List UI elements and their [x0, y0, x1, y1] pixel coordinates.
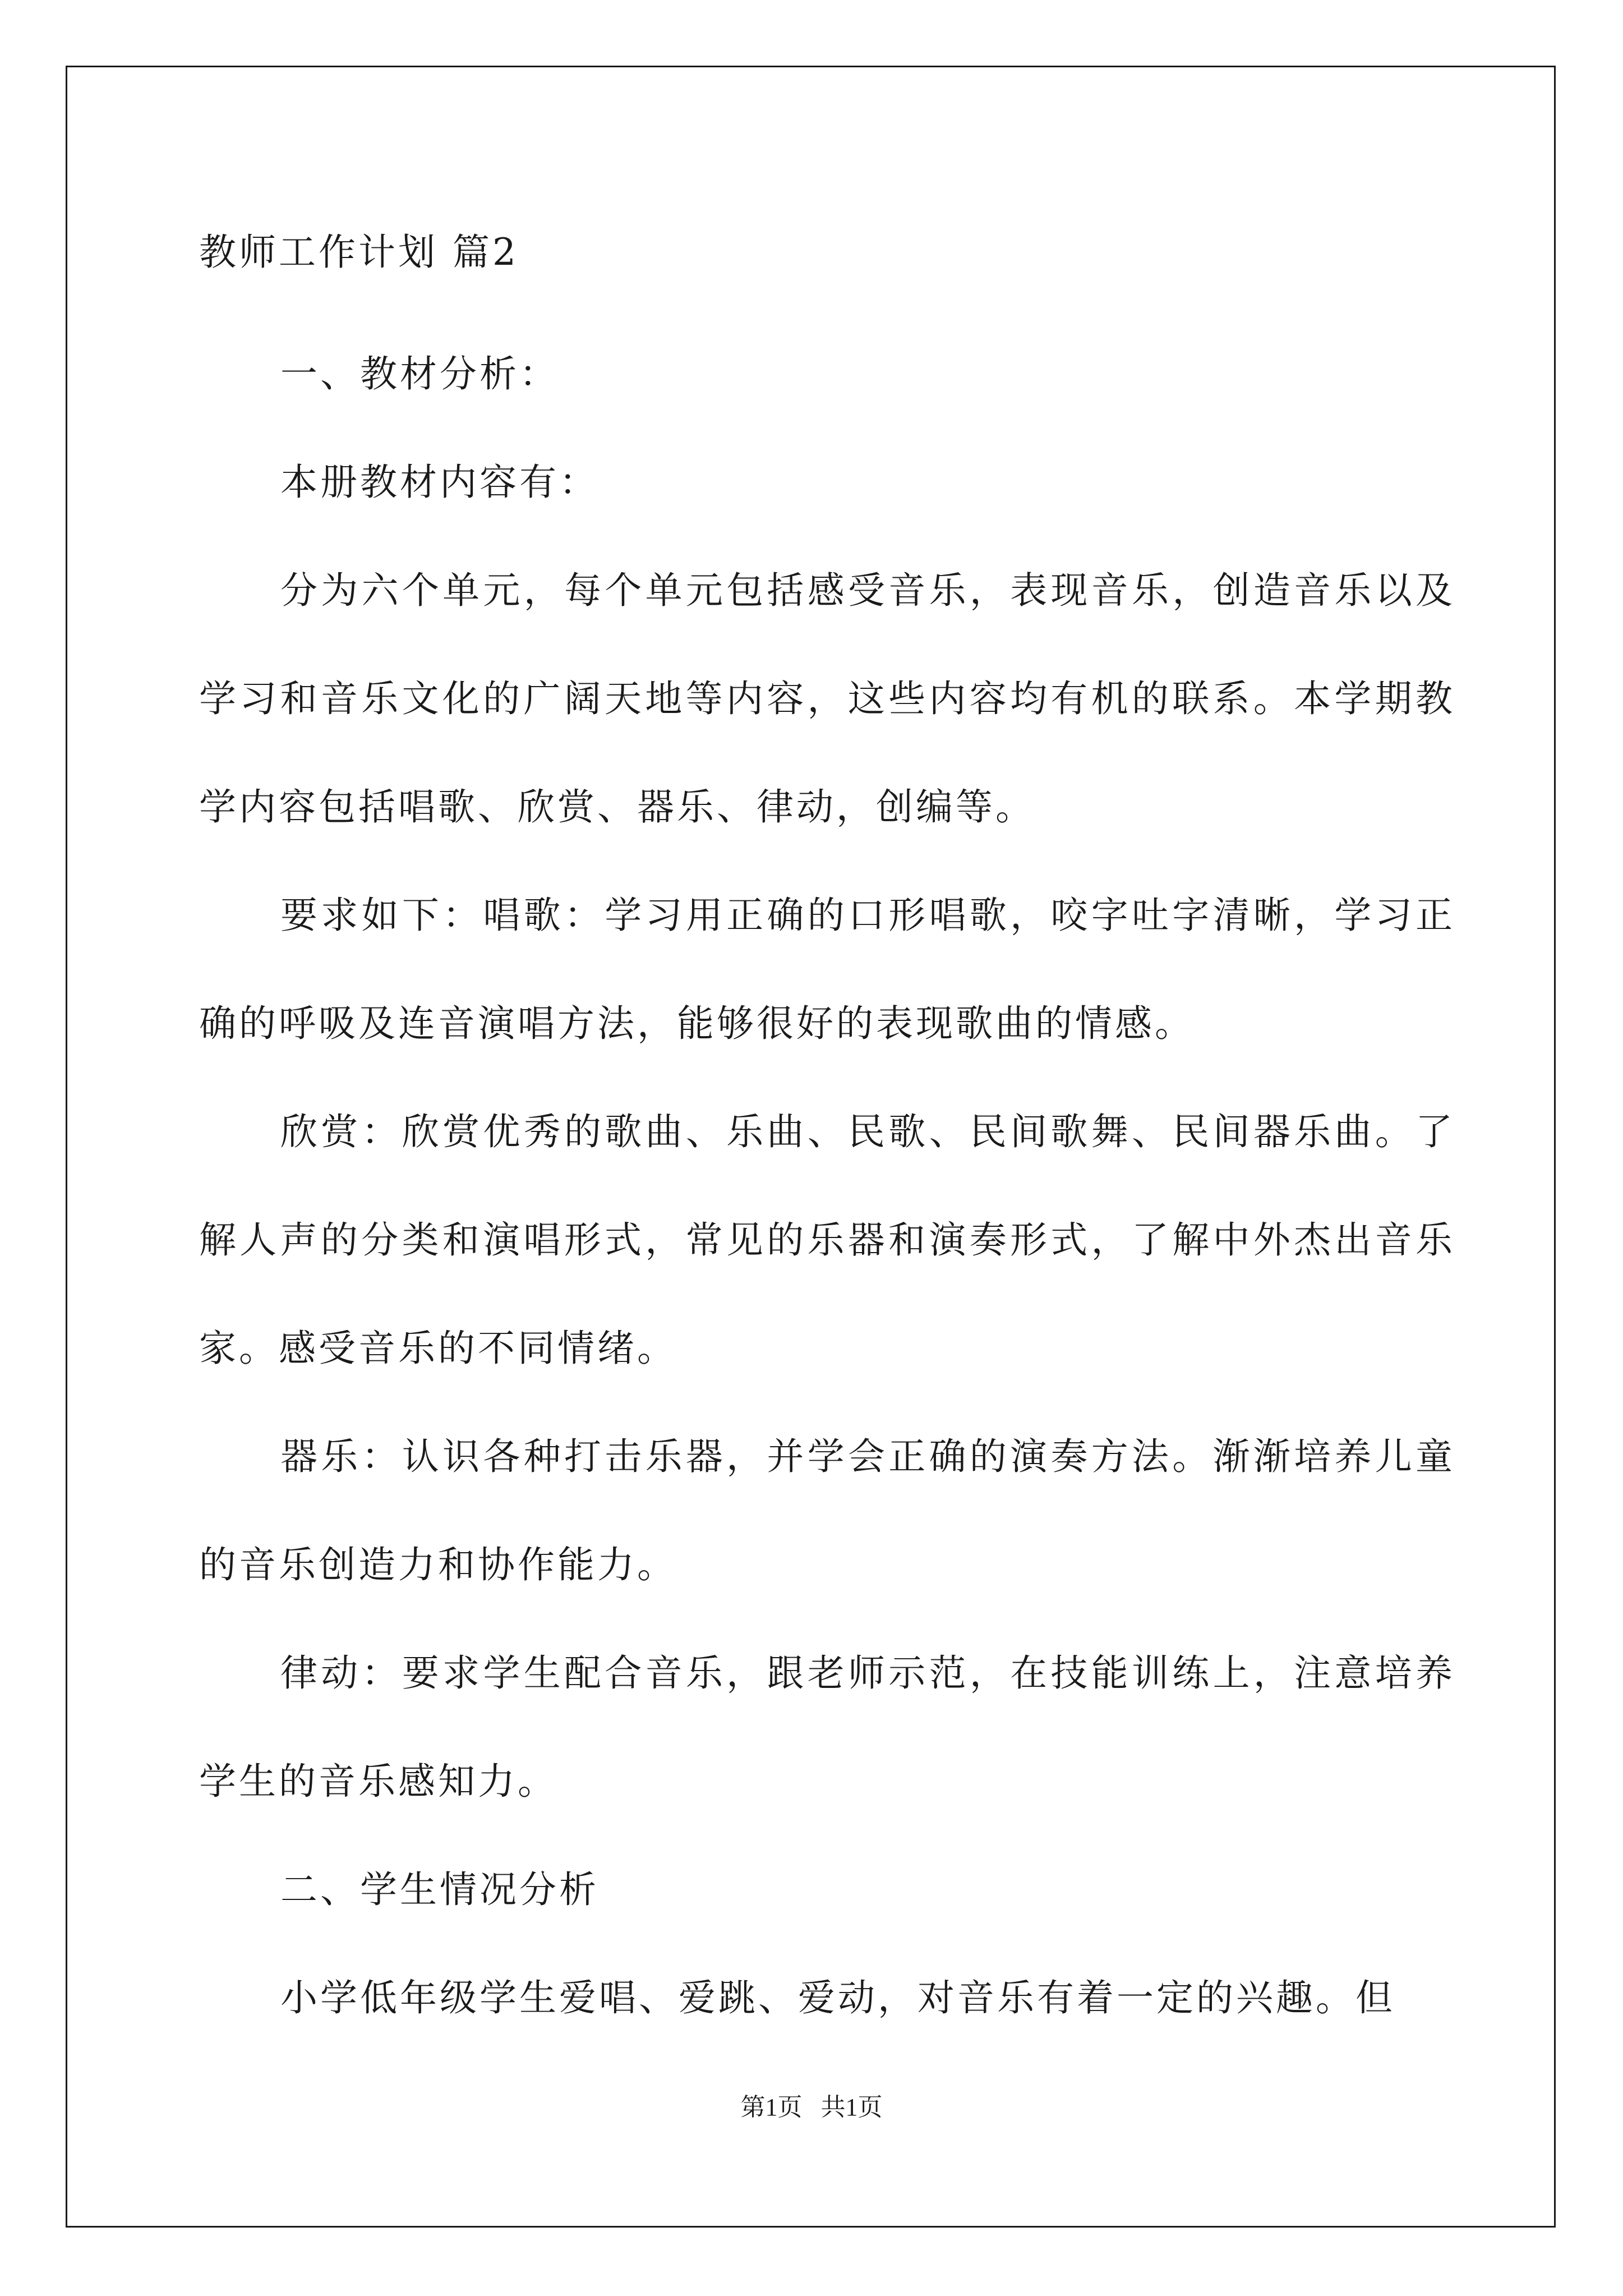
paragraph: 小学低年级学生爱唱、爱跳、爱动，对音乐有着一定的兴趣。但: [280, 1976, 1395, 2019]
paragraph: 器乐：认识各种打击乐器，并学会正确的演奏方法。渐渐培养儿童的音乐创造力和协作能力。: [199, 1435, 1455, 1586]
document-body: [199, 222, 1455, 2052]
section-heading-student-analysis: 二、学生情况分析: [280, 1868, 599, 1911]
section-heading-textbook-analysis: 一、教材分析：: [280, 352, 559, 395]
document-title: 教师工作计划 篇2: [199, 231, 519, 274]
paragraph: 本册教材内容有：: [280, 461, 599, 504]
paragraph: 要求如下：唱歌：学习用正确的口形唱歌，咬字吐字清晰，学习正确的呼吸及连音演唱方法，能够很好的表现歌曲的情感。: [199, 894, 1455, 1045]
paragraph: 律动：要求学生配合音乐，跟老师示范，在技能训练上，注意培养学生的音乐感知力。: [199, 1651, 1455, 1803]
page-footer: 第1页 共1页: [740, 2093, 883, 2121]
paragraph: 欣赏：欣赏优秀的歌曲、乐曲、民歌、民间歌舞、民间器乐曲。了解人声的分类和演唱形式，常见的乐器和演奏形式，了解中外杰出音乐家。感受音乐的不同情绪。: [199, 1110, 1455, 1370]
paragraph: 分为六个单元，每个单元包括感受音乐，表现音乐，创造音乐以及学习和音乐文化的广阔天地等内容，这些内容均有机的联系。本学期教学内容包括唱歌、欣赏、器乐、律动，创编等。: [199, 569, 1455, 829]
